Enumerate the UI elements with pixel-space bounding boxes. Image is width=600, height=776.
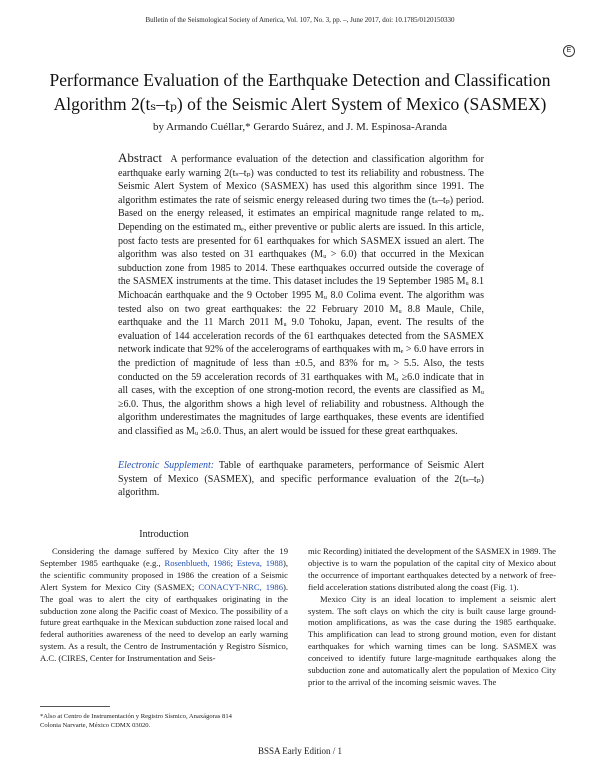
text-run: ; — [230, 557, 237, 568]
footnote-line-2: Colonia Narvarte, México CDMX 03020. — [40, 722, 151, 729]
intro-paragraph-1-continued — [308, 546, 556, 594]
citation-conacyt[interactable]: CONACYT-NRC, 1986 — [198, 581, 283, 592]
footnote-divider — [40, 706, 110, 707]
intro-paragraph-1 — [40, 546, 288, 665]
footnote — [40, 712, 288, 730]
text-run: ), the scientific community proposed in 1986 the creation of a Seismic Alert System for Mexico City (SASMEX; — [40, 557, 288, 592]
electronic-supplement-link[interactable]: Electronic Supplement: — [118, 460, 215, 471]
author-line: by Armando Cuéllar,* Gerardo Suárez, and J. M. Espinosa-Aranda — [152, 121, 448, 133]
paper-title — [40, 68, 560, 116]
page-footer: BSSA Early Edition / 1 — [257, 746, 342, 756]
intro-paragraph-2: Mexico City is an ideal location to implement a seismic alert system. The soft clays on which the city is built cause large ground-motion amplifications, as was the case during the 1985 earthquake. This amplification can lead to strong ground motion, even for distant earthquakes for which warning times can be long. SASMEX was conceived to identify future large-magnitude earthquakes along the subduction zone and automatically alert the population of Mexico City prior to the arrival of the incoming seismic waves. The — [308, 593, 556, 687]
electronic-supplement-text: Table of earthquake parameters, performance of Seismic Alert System of Mexico (SASMEX), and specific performance evaluation of the 2(tₛ–tₚ) algorithm. — [118, 460, 485, 499]
title-line-2: Algorithm 2(tₛ–tₚ) of the Seismic Alert System of Mexico (SASMEX) — [53, 94, 547, 114]
footnote-line-1: *Also at Centro de Instrumentación y Registro Sísmico, Anaxágoras 814 — [40, 713, 232, 720]
text-run: ). The goal was to alert the city of earthquakes originating in the subduction zone along the Pacific coast of Mexico. The possibility of a future great earthquake in the Mexican subduction zone raised local and federal authorities awareness of the need to develop an early warning system. As a result, the Centro de Instrumentación y Registro Sísmico, A.C. (CIRES, Center for Instrumentation and Seis- — [40, 581, 289, 664]
electronic-supplement-icon: E — [563, 45, 575, 57]
abstract — [118, 151, 484, 438]
left-column — [40, 546, 288, 665]
running-head: Bulletin of the Seismological Society of America, Vol. 107, No. 3, pp. –, June 2017, doi: 10.1785/0120150330 — [145, 16, 455, 24]
title-line-1: Performance Evaluation of the Earthquake Detection and Classification — [49, 70, 551, 90]
right-column — [308, 546, 556, 689]
section-heading-introduction: Introduction — [139, 529, 189, 540]
figure-1-link[interactable]: 1 — [509, 581, 514, 592]
text-run: ). — [513, 581, 519, 592]
text-run: Considering the damage suffered by Mexico City after the 19 September 1985 earthquake (e.g., — [40, 546, 288, 568]
abstract-body: A performance evaluation of the detection and classification algorithm for earthquake early warning 2(tₛ–tₚ) was conducted to test its reliability and robustness. The Seismic Alert System of Mexico (SASMEX) has used this algorithm since 1991. The algorithm estimates the rate of seismic energy released during two times the (tₛ–tₚ) period. Based on the energy released, it estimates an empirical magnitude range related to mₑ. Depending on the estimated mₑ, either preventive or public alerts are issued. In this article, post facto tests are presented for 61 earthquakes for which SASMEX issued an alert. The algorithm was also tested on 31 earthquakes (Mᵤ > 6.0) that occurred in the Mexican subduction zone from 1985 to 2014. These earthquakes occurred outside the coverage of the SASMEX instruments at the time. This dataset includes the 19 September 1985 Mᵤ 8.1 Michoacán earthquake and the 9 October 1995 Mᵤ 8.0 Colima event. The algorithm was tested also on two great earthquakes: the 22 February 2010 Mᵤ 8.8 Maule, Chile, earthquake and the 11 March 2011 Mᵤ 9.0 Tohoku, Japan, event. The results of the evaluation of 144 acceleration records of the 61 earthquakes detected from the SASMEX network indicate that 92% of the accelerograms of earthquakes with mₑ > 6.0 have errors in the prediction of magnitude of less than ±0.5, and 83% for mₑ > 5.5. Also, the tests conducted on the 59 acceleration records of 31 earthquakes with Mᵤ ≥6.0 indicate that in all cases, with the exception of one strong-motion record, the events are classified as Mᵤ ≥6.0. Thus, the algorithm shows a high level of reliability and robustness. Although the algorithm underestimates the magnitudes of large earthquakes, these events are identified and classified as Mᵤ ≥6.0. Thus, an alert would be issued for these great earthquakes. — [118, 154, 484, 437]
citation-rosenblueth[interactable]: Rosenblueth, 1986 — [164, 557, 231, 568]
electronic-supplement — [118, 459, 484, 500]
text-run: mic Recording) initiated the development of the SASMEX in 1989. The objective is to warn the population of the capital city of Mexico about the occurrence of important earthquakes detected by a network of free-field acceleration stations distributed along the coast (Fig. — [308, 546, 556, 592]
citation-esteva[interactable]: Esteva, 1988 — [236, 557, 283, 568]
abstract-label: Abstract — [118, 150, 163, 165]
